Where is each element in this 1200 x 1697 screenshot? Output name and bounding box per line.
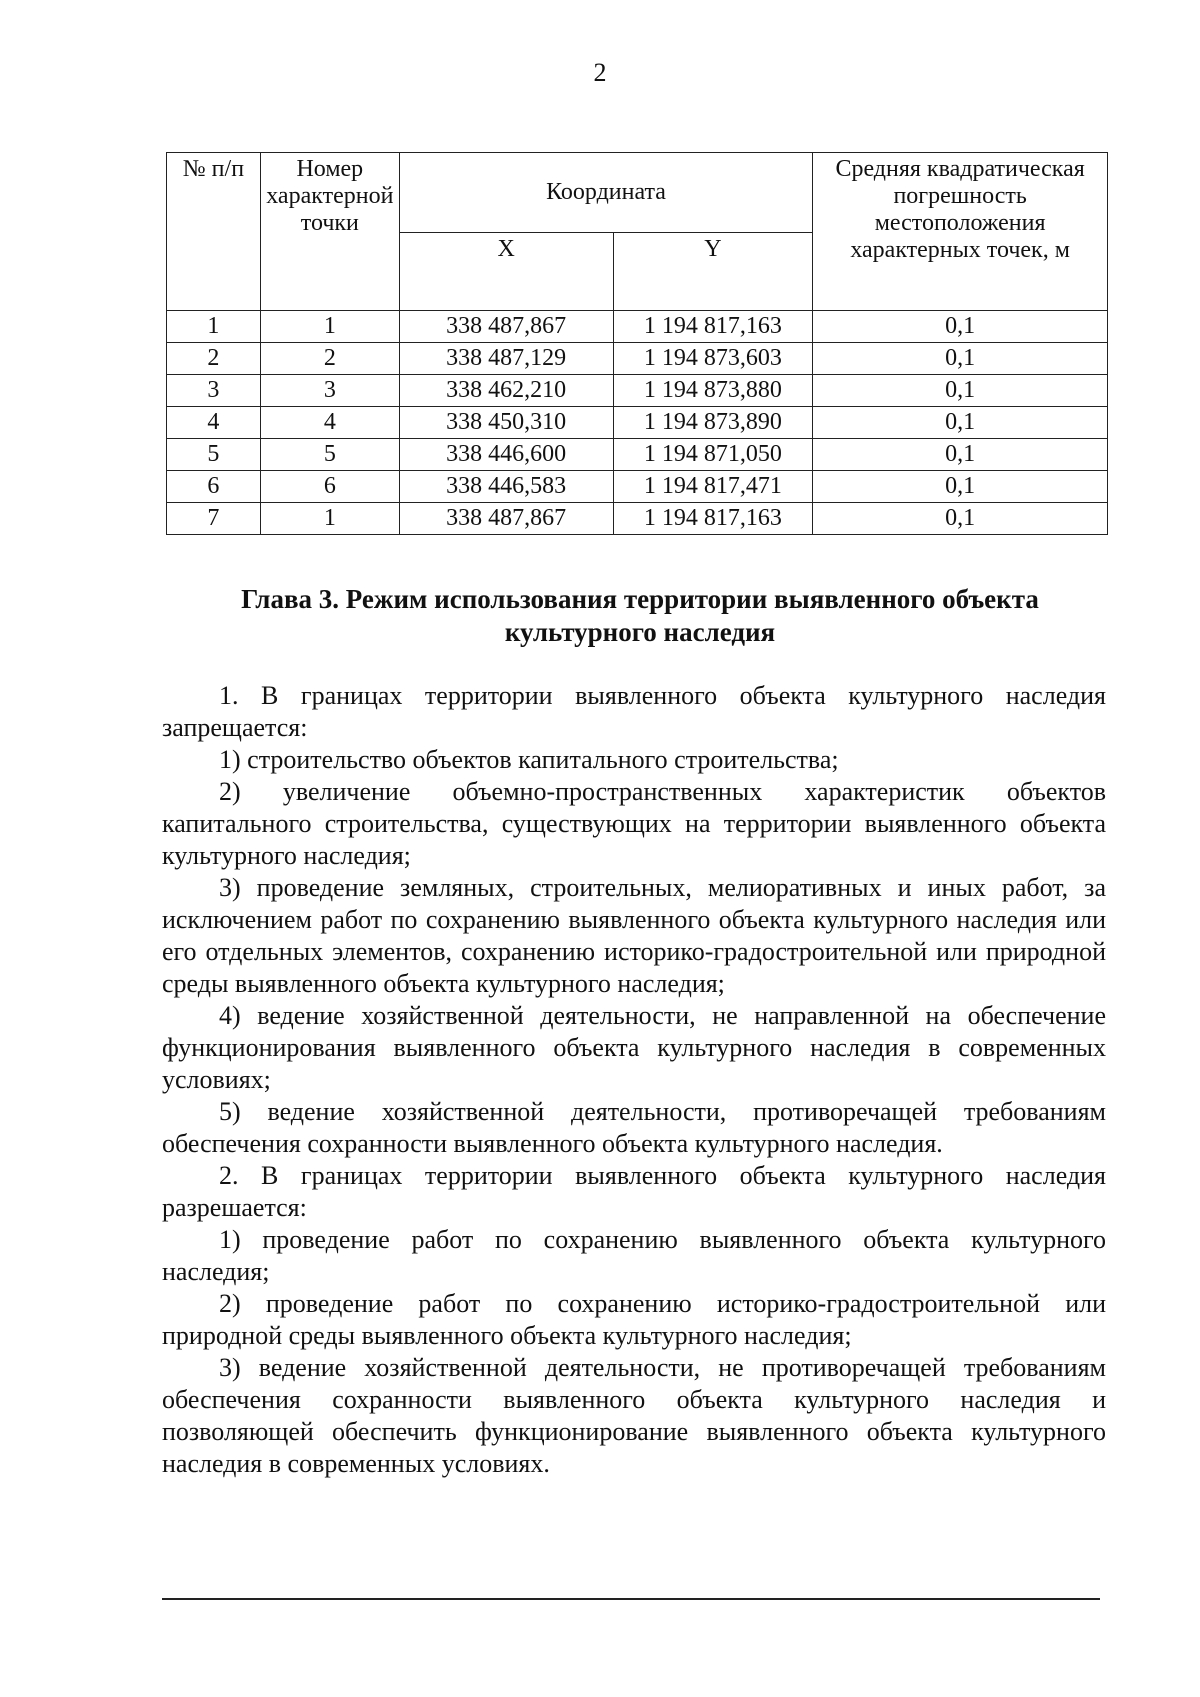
cell-error: 0,1 — [813, 343, 1108, 375]
paragraph: 1) проведение работ по сохранению выявленного объекта культурного наследия; — [162, 1225, 1106, 1286]
header-num: № п/п — [167, 153, 261, 311]
cell-point: 2 — [260, 343, 399, 375]
cell-num: 5 — [167, 439, 261, 471]
cell-point: 5 — [260, 439, 399, 471]
cell-point: 4 — [260, 407, 399, 439]
paragraph: 1) строительство объектов капитального строительства; — [219, 745, 839, 774]
footer-rule — [162, 1598, 1100, 1600]
cell-x: 338 450,310 — [399, 407, 613, 439]
cell-y: 1 194 817,163 — [613, 503, 813, 535]
cell-num: 6 — [167, 471, 261, 503]
cell-num: 3 — [167, 375, 261, 407]
paragraph: 2) увеличение объемно-пространственных характеристик объектов капитального строительства, существующих на территории выявленного объекта культурного наследия; — [162, 777, 1106, 870]
cell-num: 7 — [167, 503, 261, 535]
table-row — [167, 439, 1108, 471]
chapter-title-line-2: культурного наследия — [504, 617, 776, 647]
cell-x: 338 446,600 — [399, 439, 613, 471]
cell-x: 338 487,867 — [399, 503, 613, 535]
table-row — [167, 343, 1108, 375]
coordinates-table — [166, 152, 1108, 535]
cell-error: 0,1 — [813, 471, 1108, 503]
cell-y: 1 194 817,471 — [613, 471, 813, 503]
header-coordinate: Координата — [399, 153, 812, 233]
cell-num: 2 — [167, 343, 261, 375]
cell-x: 338 487,867 — [399, 311, 613, 343]
paragraph: 2. В границах территории выявленного объекта культурного наследия разрешается: — [162, 1161, 1106, 1222]
cell-y: 1 194 873,890 — [613, 407, 813, 439]
cell-num: 4 — [167, 407, 261, 439]
header-error: Средняя квадратическая погрешность местоположения характерных точек, м — [813, 153, 1108, 311]
chapter-body — [162, 680, 1106, 1480]
cell-error: 0,1 — [813, 503, 1108, 535]
header-point: Номер характерной точки — [260, 153, 399, 311]
header-x: X — [399, 233, 613, 311]
paragraph: 3) ведение хозяйственной деятельности, не противоречащей требованиям обеспечения сохранности выявленного объекта культурного наследия и позволяющей обеспечить функционирование выявленного объекта культурного наследия в современных условиях. — [162, 1353, 1106, 1478]
header-y: Y — [613, 233, 813, 311]
cell-x: 338 462,210 — [399, 375, 613, 407]
cell-point: 6 — [260, 471, 399, 503]
cell-y: 1 194 817,163 — [613, 311, 813, 343]
table-row — [167, 471, 1108, 503]
paragraph: 5) ведение хозяйственной деятельности, противоречащей требованиям обеспечения сохранности выявленного объекта культурного наследия. — [162, 1097, 1106, 1158]
cell-error: 0,1 — [813, 375, 1108, 407]
paragraph: 4) ведение хозяйственной деятельности, не направленной на обеспечение функционирования выявленного объекта культурного наследия в современных условиях; — [162, 1001, 1106, 1094]
cell-y: 1 194 871,050 — [613, 439, 813, 471]
cell-x: 338 487,129 — [399, 343, 613, 375]
paragraph: 2) проведение работ по сохранению историко-градостроительной или природной среды выявленного объекта культурного наследия; — [162, 1289, 1106, 1350]
cell-y: 1 194 873,603 — [613, 343, 813, 375]
paragraph: 3) проведение земляных, строительных, мелиоративных и иных работ, за исключением работ по сохранению выявленного объекта культурного наследия или его отдельных элементов, сохранению историко-градостроительной или природной среды выявленного объекта культурного наследия; — [162, 873, 1106, 998]
cell-num: 1 — [167, 311, 261, 343]
paragraph: 1. В границах территории выявленного объекта культурного наследия запрещается: — [162, 681, 1106, 742]
cell-error: 0,1 — [813, 439, 1108, 471]
cell-y: 1 194 873,880 — [613, 375, 813, 407]
cell-x: 338 446,583 — [399, 471, 613, 503]
table-row — [167, 503, 1108, 535]
cell-point: 1 — [260, 311, 399, 343]
cell-error: 0,1 — [813, 407, 1108, 439]
chapter-title-line-1: Глава 3. Режим использования территории выявленного объекта — [241, 584, 1039, 614]
table-row — [167, 407, 1108, 439]
cell-error: 0,1 — [813, 311, 1108, 343]
chapter-title — [160, 583, 1120, 649]
table-row — [167, 311, 1108, 343]
page-number: 2 — [593, 58, 607, 87]
cell-point: 1 — [260, 503, 399, 535]
cell-point: 3 — [260, 375, 399, 407]
table-row — [167, 375, 1108, 407]
